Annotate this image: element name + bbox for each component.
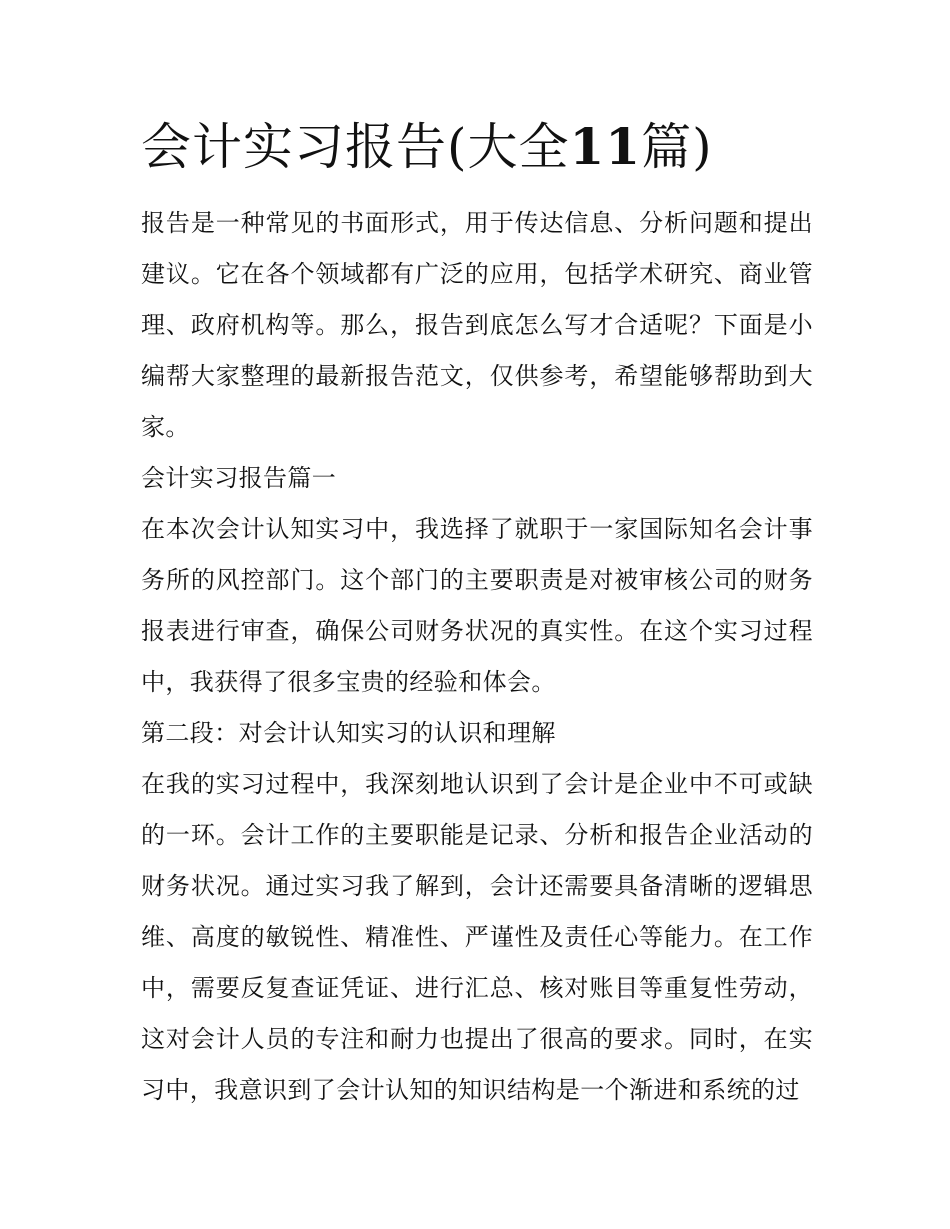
intro-paragraph: 报告是一种常见的书面形式，用于传达信息、分析问题和提出建议。它在各个领域都有广泛的应用，包括学术研究、商业管理、政府机构等。那么，报告到底怎么写才合适呢？下面是小编帮大家整理的最新报告范文，仅供参考，希望能够帮助到大家。	[141, 209, 813, 441]
title-suffix: 篇)	[641, 118, 713, 176]
section-paragraph: 在本次会计认知实习中，我选择了就职于一家国际知名会计事务所的风控部门。这个部门的主要职责是对被审核公司的财务报表进行审查，确保公司财务状况的真实性。在这个实习过程中，我获得了很多宝贵的经验和体会。	[141, 515, 813, 696]
document-title	[141, 112, 813, 182]
title-prefix: 会计实习报告(大全	[141, 118, 570, 176]
section-heading: 会计实习报告篇一	[141, 464, 337, 492]
title-number: 11	[569, 117, 642, 176]
subsection-paragraph: 在我的实习过程中，我深刻地认识到了会计是企业中不可或缺的一环。会计工作的主要职能是记录、分析和报告企业活动的财务状况。通过实习我了解到，会计还需要具备清晰的逻辑思维、高度的敏锐性、精准性、严谨性及责任心等能力。在工作中，需要反复查证凭证、进行汇总、核对账目等重复性劳动，这对会计人员的专注和耐力也提出了很高的要求。同时，在实习中，我意识到了会计认知的知识结构是一个渐进和系统的过	[141, 770, 813, 1104]
document-body	[141, 198, 813, 1116]
subsection-heading: 第二段：对会计认知实习的认识和理解	[141, 719, 556, 747]
document-page	[141, 112, 813, 1116]
